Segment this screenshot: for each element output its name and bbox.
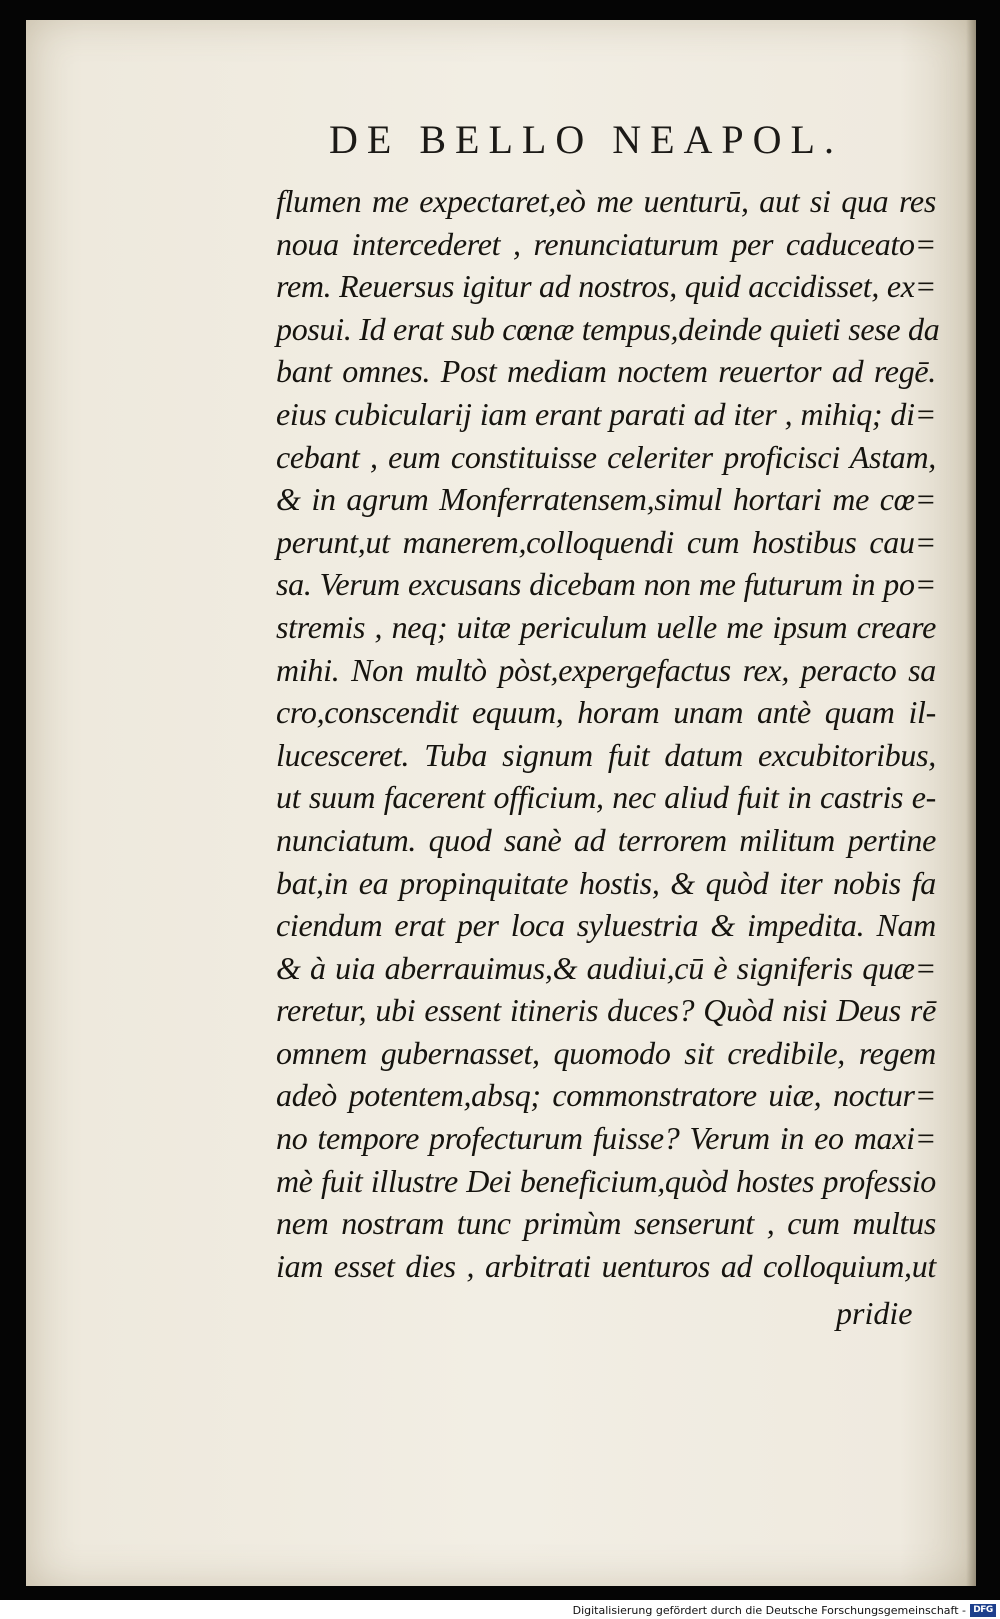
text-line: bant omnes. Post mediam noctem reuertor ad regē. [276,353,936,390]
text-line: nem nostram tunc primùm senserunt , cum multus [276,1205,936,1242]
text-line: cro,conscendit equum, horam unam antè quam il- [276,694,936,731]
text-line: perunt,ut manerem,colloquendi cum hostibus cau= [276,523,936,560]
text-line: noua intercederet , renunciaturum per caduceato= [276,225,936,262]
body-text [276,180,940,1287]
text-line: flumen me expectaret,eò me uenturū, aut si qua res [276,183,936,219]
text-line: posui. Id erat sub cœnæ tempus,deinde quieti sese da [276,310,940,347]
text-line: ciendum erat per loca syluestria & impedita. Nam [276,907,936,944]
text-line: iam esset dies , arbitrati uenturos ad colloquium,ut [276,1247,936,1284]
text-line: mè fuit illustre Dei beneficium,quòd hostes professio [276,1162,936,1199]
text-line: adeò potentem,absq; commonstratore uiæ, noctur= [276,1077,936,1114]
text-line: omnem gubernasset, quomodo sit credibile, regem [276,1034,936,1071]
running-head: DE BELLO NEAPOL. [329,117,843,162]
text-line: & à uia aberrauimus,& audiui,cū è signiferis quæ= [276,949,936,986]
text-line: eius cubicularij iam erant parati ad iter , mihiq; di= [276,395,936,432]
page-gutter-shadow [966,20,976,1586]
text-line: sa. Verum excusans dicebam non me futurum in po= [276,566,936,603]
text-line: ut suum facerent officium, nec aliud fuit in castris e- [276,779,936,816]
text-line: & in agrum Monferratensem,simul hortari me cœ= [276,481,936,518]
text-line: rem. Reuersus igitur ad nostros, quid accidisset, ex= [276,268,936,305]
dfg-logo: DFG [970,1604,996,1617]
text-line: stremis , neq; uitæ periculum uelle me ipsum creare [276,608,936,645]
catchword: pridie [836,1295,913,1331]
digitization-footer [0,1600,1000,1619]
text-line: no tempore profecturum fuisse? Verum in eo maxi= [276,1120,936,1157]
text-line: mihi. Non multò pòst,expergefactus rex, peracto sa [276,651,936,688]
text-line: lucesceret. Tuba signum fuit datum excubitoribus, [276,736,936,773]
text-line: nunciatum. quod sanè ad terrorem militum pertine [276,821,936,858]
text-line: bat,in ea propinquitate hostis, & quòd iter nobis fa [276,864,936,901]
text-line: cebant , eum constituisse celeriter proficisci Astam, [276,438,936,475]
text-line: reretur, ubi essent itineris duces? Quòd nisi Deus rē [276,992,936,1029]
book-page [26,20,976,1586]
funding-note: Digitalisierung gefördert durch die Deutsche Forschungsgemeinschaft - [572,1604,966,1617]
